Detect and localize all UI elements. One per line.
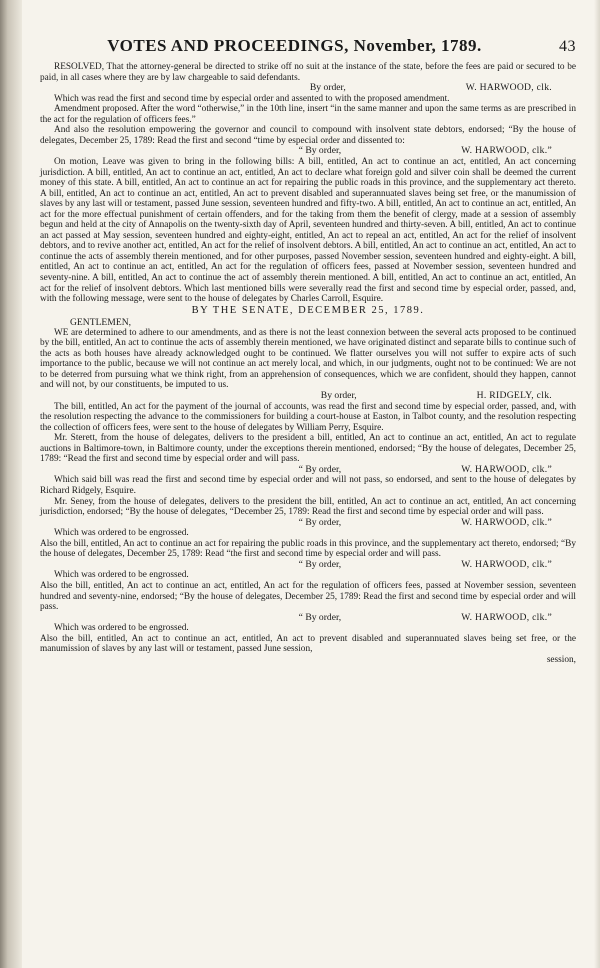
salutation: GENTLEMEN, <box>70 316 132 328</box>
paragraph: Which was read the first and second time by especial order and assented to with the proposed amendment. <box>54 93 450 104</box>
signature-line <box>40 560 576 571</box>
signature-name: W. HARWOOD, clk. <box>465 82 552 94</box>
page-edge <box>594 0 600 968</box>
signature-line <box>40 518 576 529</box>
signature-by-order: “ By order, <box>298 611 342 623</box>
signature-by-order: By order, <box>309 82 346 94</box>
signature-name: W. HARWOOD, clk.” <box>461 145 552 157</box>
paragraph: WE are determined to adhere to our amendments, and as there is not the least connexion between the several acts proposed to be continued by the bill, entitled, An act to continue the acts of assembly therein mentioned, we have originated distinct and separate bills to continue such of the acts as both houses have already acknowledged ought to be continued. We flatter ourselves you will not suffer to expire acts of such importance to the public, because we will not continue an act merely local, and which, in our judgments, ought not to be continued: We are not to be deterred from pursuing what we think right, from an apprehension of consequences, which we are confident, should they happen, cannot and will not, by our constituents, be imputed to us. <box>40 327 576 391</box>
signature-by-order: “ By order, <box>298 516 342 528</box>
signature-by-order: “ By order, <box>298 145 342 157</box>
paragraph: The bill, entitled, An act for the payment of the journal of accounts, was read the first and second time by especial order, passed, and, with the resolution respecting the advance to the commissioners for building a court-house at Easton, in Talbot county, and the resolution respecting the collection of officers fees, were sent to the house of delegates by William Perry, Esquire. <box>40 401 576 433</box>
paragraph: Also the bill, entitled, An act to continue an act for repairing the public roads in this province, and the supplementary act thereto, endorsed; “By the house of delegates, December 25, 1789: Read “the first and second time by especial order and will pass. <box>40 538 576 560</box>
paragraph: Also the bill, entitled, An act to continue an act, entitled, An act to prevent disabled and superannuated slaves being set free, or the manumission of slaves by any last will or testament, passed June session, <box>40 633 576 655</box>
paragraph: Mr. Seney, from the house of delegates, delivers to the president the bill, entitled, An act to continue an act, entitled, An act concerning jurisdiction, endorsed; “By the house of delegates, “December 25, 1789: Read the first and second time by especial order and will pass. <box>40 496 576 518</box>
paragraph: Which was ordered to be engrossed. <box>54 528 189 539</box>
catchword: session, <box>546 654 576 665</box>
paragraph: Also the bill, entitled, An act to continue an act, entitled, An act for the regulation of officers fees, passed at November session, seventeen hundred and seventy-nine, endorsed; “By the house of delegates, December 25, 1789: Read the first and second time by especial order and will pass. <box>40 580 576 613</box>
signature-name: W. HARWOOD, clk.” <box>461 558 552 570</box>
paragraph: And also the resolution empowering the governor and council to compound with insolvent state debtors, endorsed; “By the house of delegates, December 25, 1789: Read the first and second “time by especial order and dissented to: <box>40 125 576 146</box>
paragraph: Which said bill was read the first and second time by especial order and will not pass, so endorsed, and sent to the house of delegates by Richard Ridgely, Esquire. <box>40 475 576 496</box>
signature-name: H. RIDGELY, clk. <box>476 389 552 401</box>
signature-name: W. HARWOOD, clk.” <box>461 463 552 475</box>
paragraph: Amendment proposed. After the word “otherwise,” in the 10th line, insert “in the same manner and upon the same terms as are prescribed in the act for the regulation of officers fees.” <box>40 104 577 125</box>
signature-name: W. HARWOOD, clk.” <box>461 516 552 528</box>
signature-line <box>40 391 576 402</box>
page-content <box>40 36 576 665</box>
book-spine-shadow <box>0 0 22 968</box>
signature-by-order: By order, <box>320 389 357 401</box>
signature-line <box>40 613 576 624</box>
signature-name: W. HARWOOD, clk.” <box>461 611 552 623</box>
paragraph: Which was ordered to be engrossed. <box>54 570 189 581</box>
page-body <box>40 62 576 665</box>
senate-heading: BY THE SENATE, DECEMBER 25, 1789. <box>191 304 425 316</box>
signature-line <box>40 83 576 94</box>
signature-by-order: “ By order, <box>298 463 342 475</box>
paragraph: On motion, Leave was given to bring in the following bills: A bill, entitled, An act to continue an act, entitled, An act concerning jurisdiction. A bill, entitled, An act to continue an act, entitled, An act to declare what foreign gold and silver coin shall be deemed the current money of this state. A bill, entitled, An act to continue an act for repairing the public roads in this province, and the supplementary act thereto. A bill, entitled, An act to continue an act, entitled, An act to prevent disabled and superannuated slaves being set free, or the manumission of slaves by any last will or testament, passed June session, seventeen hundred and fifty-two. A bill, entitled, An act to continue an act, entitled, An act for the more effectual punishment of certain offenders, and for the taking from them the benefit of clergy, made at a session of assembly begun and held at the city of Annapolis on the twenty-sixth day of April, seventeen hundred and thirty-seven. A bill, entitled, An act to continue an act passed at May session, seventeen hundred and eighty-eight, entitled, An act to repeal an act, entitled, An act for the relief of insolvent debtors, and to revive another act, entitled, An act for the relief of insolvent debtors. A bill, entitled, An act to continue an act, entitled, An act to continue the acts of assembly therein mentioned, and for other purposes, passed November session, seventeen hundred and eighty-eight. A bill, entitled, An act to continue an act, entitled, An act for the regulation of officers fees, passed at November session, seventeen hundred and seventy-nine. A bill, entitled, An act to continue the act of assembly therein mentioned. A bill, entitled, An act to continue an act, entitled, An act for the relief of insolvent debtors. Which last mentioned bills were severally read the first and second time by especial order, passed, and, with the following message, were sent to the house of delegates by Charles Carroll, Esquire. <box>40 157 576 305</box>
signature-line <box>40 146 576 157</box>
signature-by-order: “ By order, <box>298 558 342 570</box>
page-title: VOTES AND PROCEEDINGS, November, 1789. <box>107 36 482 55</box>
paragraph: RESOLVED, That the attorney-general be directed to strike off no suit at the instance of the state, before the fees are paid or secured to be paid, in all cases where they are by law chargeable to said defendants. <box>40 62 576 83</box>
paragraph: Mr. Sterett, from the house of delegates, delivers to the president a bill, entitled, An act to continue an act, entitled, An act to regulate auctions in Baltimore-town, in Baltimore county, under the exceptions therein mentioned, endorsed; “By the house of delegates, December 25, 1789: “Read the first and second time by especial order and will pass. <box>40 433 576 465</box>
paragraph: Which was ordered to be engrossed. <box>54 623 189 634</box>
signature-line <box>40 465 576 476</box>
running-header <box>40 36 576 56</box>
page-number: 43 <box>559 38 576 55</box>
